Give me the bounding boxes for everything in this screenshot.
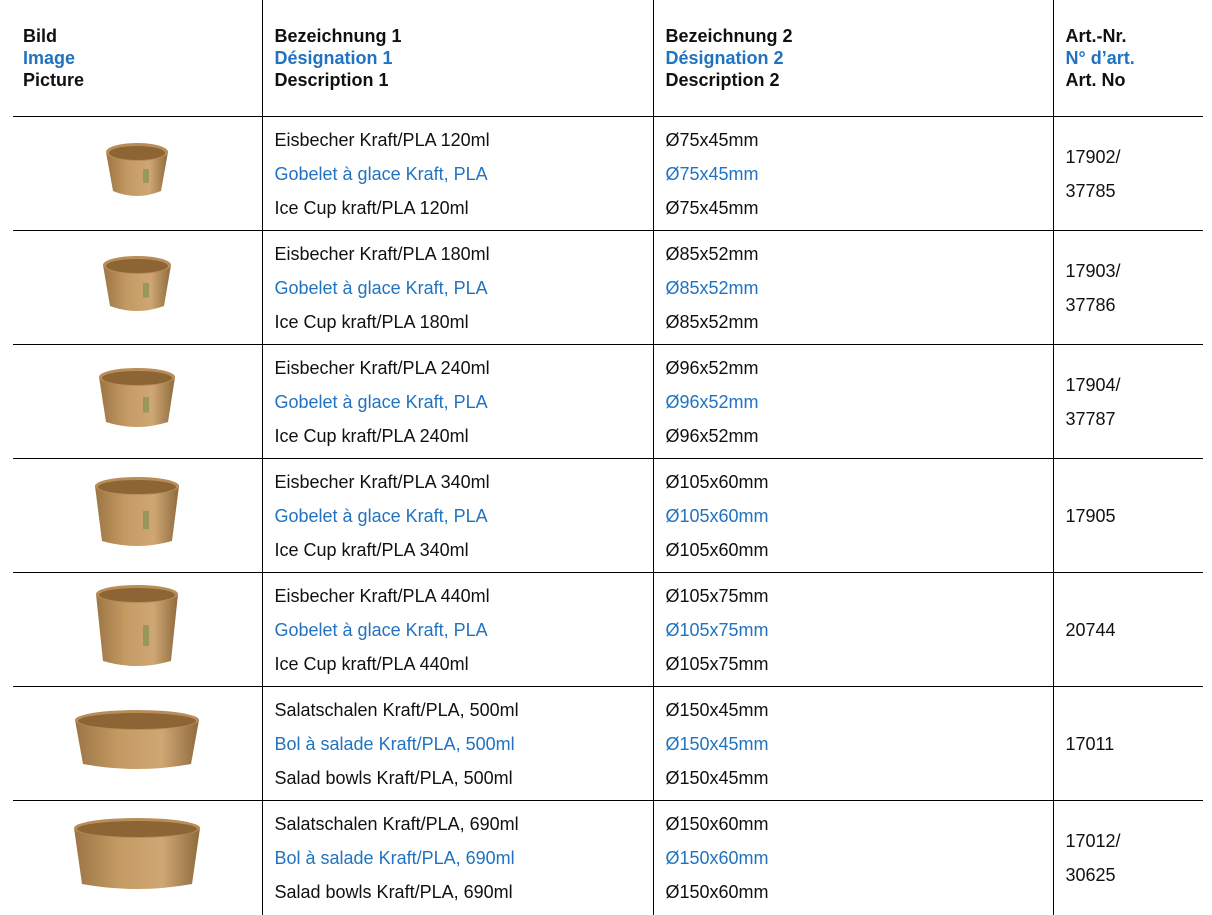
description-1-cell — [262, 459, 653, 573]
description-1-en: Ice Cup kraft/PLA 240ml — [274, 425, 469, 446]
product-picture-cell — [13, 345, 262, 459]
description-1-en: Ice Cup kraft/PLA 440ml — [274, 653, 469, 674]
dimensions-de: Ø75x45mm — [665, 129, 759, 150]
dimensions-en: Ø85x52mm — [665, 311, 759, 332]
header-picture-fr: Image — [23, 48, 76, 68]
article-number: 17905 — [1065, 505, 1116, 526]
header-article-number-en: Art. No — [1065, 70, 1126, 90]
article-number-cell — [1053, 345, 1203, 459]
description-2-cell — [653, 459, 1053, 573]
table-row — [13, 573, 1203, 687]
article-number-cell — [1053, 459, 1203, 573]
product-picture-cell — [13, 801, 262, 915]
dimensions-en: Ø96x52mm — [665, 425, 759, 446]
description-1-de: Eisbecher Kraft/PLA 120ml — [274, 129, 490, 150]
article-number: 37785 — [1065, 180, 1116, 201]
description-1-fr: Gobelet à glace Kraft, PLA — [274, 505, 488, 526]
product-picture-cell — [13, 687, 262, 801]
description-1-en: Salad bowls Kraft/PLA, 500ml — [274, 767, 513, 788]
dimensions-fr: Ø150x45mm — [665, 733, 769, 754]
article-number: 17012/ — [1065, 830, 1121, 851]
header-article-number-fr: N° d’art. — [1065, 48, 1135, 68]
dimensions-de: Ø96x52mm — [665, 357, 759, 378]
header-picture-de: Bild — [23, 26, 57, 46]
article-number: 37787 — [1065, 408, 1116, 429]
dimensions-en: Ø75x45mm — [665, 197, 759, 218]
header-picture — [13, 0, 262, 117]
dimensions-en: Ø150x45mm — [665, 767, 769, 788]
description-1-de: Eisbecher Kraft/PLA 340ml — [274, 471, 490, 492]
header-description-1-en: Description 1 — [274, 70, 389, 90]
description-1-de: Eisbecher Kraft/PLA 180ml — [274, 243, 490, 264]
description-2-cell — [653, 345, 1053, 459]
article-number: 17904/ — [1065, 374, 1121, 395]
dimensions-de: Ø85x52mm — [665, 243, 759, 264]
header-article-number-de: Art.-Nr. — [1065, 26, 1127, 46]
product-table — [13, 0, 1203, 915]
article-number: 37786 — [1065, 294, 1116, 315]
dimensions-fr: Ø85x52mm — [665, 277, 759, 298]
product-picture-cell — [13, 459, 262, 573]
table-row — [13, 231, 1203, 345]
header-description-2 — [653, 0, 1053, 117]
table-row — [13, 459, 1203, 573]
header-description-1-de: Bezeichnung 1 — [274, 26, 402, 46]
header-description-1 — [262, 0, 653, 117]
dimensions-en: Ø105x75mm — [665, 653, 769, 674]
description-1-cell — [262, 801, 653, 915]
description-2-cell — [653, 573, 1053, 687]
dimensions-fr: Ø96x52mm — [665, 391, 759, 412]
article-number-cell — [1053, 117, 1203, 231]
article-number: 30625 — [1065, 864, 1116, 885]
dimensions-en: Ø150x60mm — [665, 881, 769, 902]
description-1-de: Eisbecher Kraft/PLA 440ml — [274, 585, 490, 606]
description-1-de: Eisbecher Kraft/PLA 240ml — [274, 357, 490, 378]
dimensions-de: Ø105x75mm — [665, 585, 769, 606]
table-row — [13, 117, 1203, 231]
header-description-2-de: Bezeichnung 2 — [665, 26, 793, 46]
description-1-en: Ice Cup kraft/PLA 180ml — [274, 311, 469, 332]
description-1-en: Ice Cup kraft/PLA 340ml — [274, 539, 469, 560]
dimensions-fr: Ø150x60mm — [665, 847, 769, 868]
description-1-cell — [262, 687, 653, 801]
article-number: 17903/ — [1065, 260, 1121, 281]
salad-bowl-icon — [72, 816, 202, 894]
article-number-cell — [1053, 231, 1203, 345]
article-number-cell — [1053, 801, 1203, 915]
article-number: 17011 — [1065, 733, 1115, 754]
table-row — [13, 687, 1203, 801]
article-number: 17902/ — [1065, 146, 1121, 167]
header-description-1-fr: Désignation 1 — [274, 48, 393, 68]
ice-cup-icon — [94, 583, 180, 671]
product-picture-cell — [13, 573, 262, 687]
salad-bowl-icon — [73, 708, 201, 774]
article-number-cell — [1053, 573, 1203, 687]
header-article-number — [1053, 0, 1203, 117]
description-1-fr: Bol à salade Kraft/PLA, 690ml — [274, 847, 515, 868]
header-description-2-fr: Désignation 2 — [665, 48, 784, 68]
dimensions-fr: Ø105x75mm — [665, 619, 769, 640]
description-1-fr: Gobelet à glace Kraft, PLA — [274, 391, 488, 412]
dimensions-en: Ø105x60mm — [665, 539, 769, 560]
dimensions-fr: Ø105x60mm — [665, 505, 769, 526]
description-1-cell — [262, 345, 653, 459]
description-1-cell — [262, 117, 653, 231]
description-1-de: Salatschalen Kraft/PLA, 690ml — [274, 813, 519, 834]
ice-cup-icon — [97, 366, 177, 432]
dimensions-de: Ø150x60mm — [665, 813, 769, 834]
description-1-de: Salatschalen Kraft/PLA, 500ml — [274, 699, 519, 720]
header-picture-en: Picture — [23, 70, 85, 90]
ice-cup-icon — [93, 475, 181, 551]
product-picture-cell — [13, 231, 262, 345]
description-1-fr: Gobelet à glace Kraft, PLA — [274, 163, 488, 184]
ice-cup-icon — [101, 254, 173, 316]
description-1-cell — [262, 231, 653, 345]
description-2-cell — [653, 117, 1053, 231]
description-1-en: Salad bowls Kraft/PLA, 690ml — [274, 881, 513, 902]
description-2-cell — [653, 687, 1053, 801]
dimensions-de: Ø105x60mm — [665, 471, 769, 492]
description-1-fr: Gobelet à glace Kraft, PLA — [274, 277, 488, 298]
description-1-cell — [262, 573, 653, 687]
ice-cup-icon — [104, 141, 170, 201]
header-description-2-en: Description 2 — [665, 70, 780, 90]
description-1-en: Ice Cup kraft/PLA 120ml — [274, 197, 469, 218]
description-1-fr: Gobelet à glace Kraft, PLA — [274, 619, 488, 640]
product-picture-cell — [13, 117, 262, 231]
description-2-cell — [653, 801, 1053, 915]
description-2-cell — [653, 231, 1053, 345]
table-header-row — [13, 0, 1203, 117]
table-row — [13, 345, 1203, 459]
dimensions-de: Ø150x45mm — [665, 699, 769, 720]
description-1-fr: Bol à salade Kraft/PLA, 500ml — [274, 733, 515, 754]
article-number: 20744 — [1065, 619, 1116, 640]
article-number-cell — [1053, 687, 1203, 801]
dimensions-fr: Ø75x45mm — [665, 163, 759, 184]
table-row — [13, 801, 1203, 915]
